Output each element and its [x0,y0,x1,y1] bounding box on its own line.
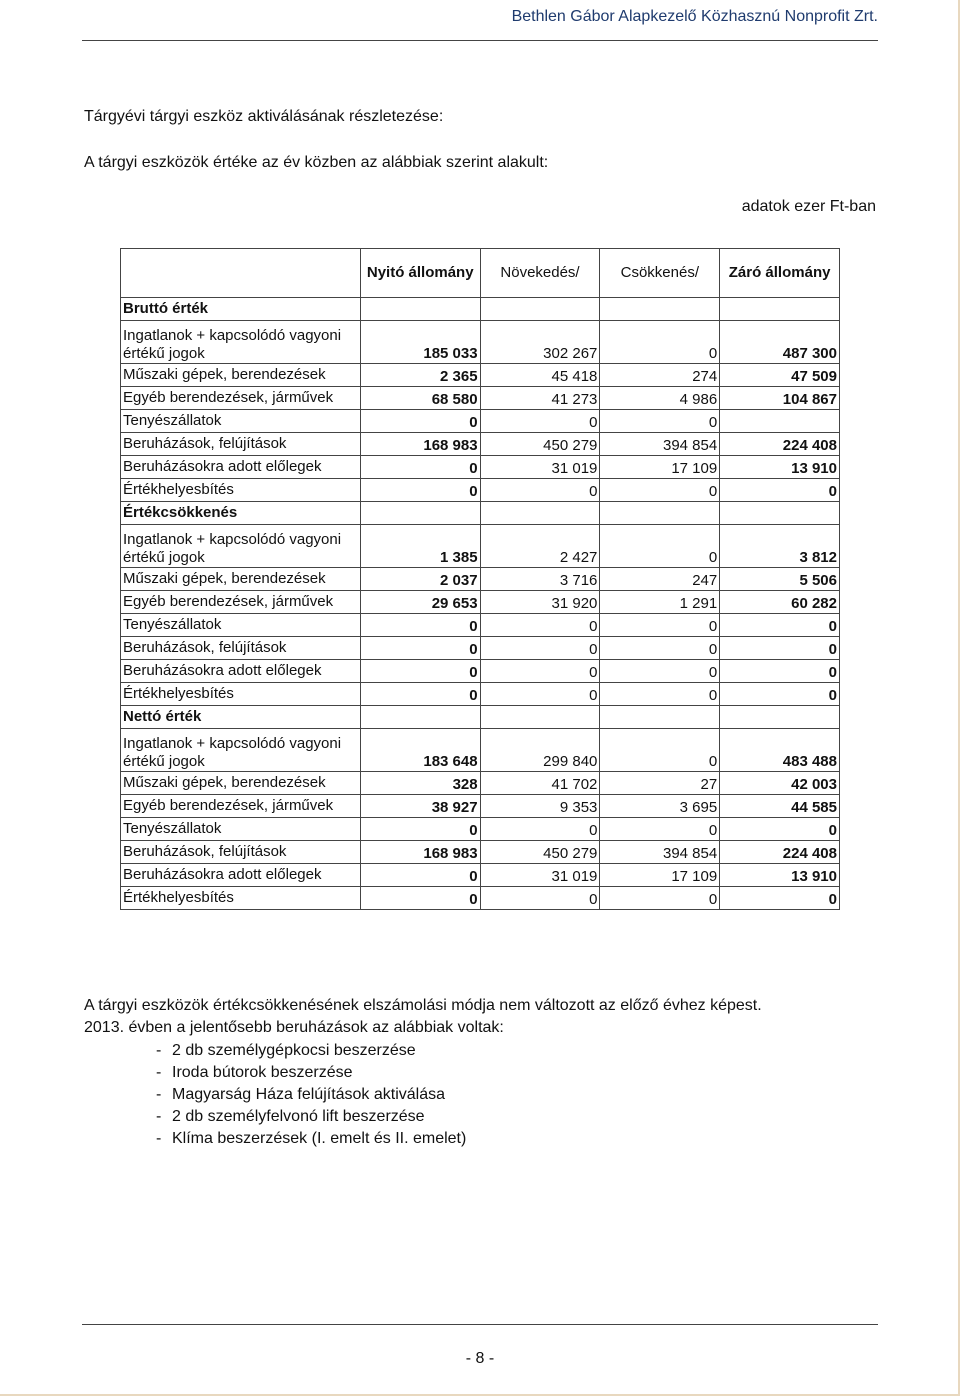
table-row [121,387,840,410]
closing-value: 104 867 [720,387,840,410]
increase-value: 31 019 [480,864,600,887]
opening-value: 0 [360,614,480,637]
increase-value: 0 [480,683,600,706]
closing-value: 3 812 [720,525,840,568]
increase-value: 0 [480,887,600,910]
table-row [121,321,840,364]
empty-cell [360,502,480,525]
section-title: Nettó érték [121,706,361,729]
increase-value: 0 [480,410,600,433]
document-subtitle: A tárgyi eszközök értéke az év közben az alábbiak szerint alakult: [84,154,549,171]
decrease-value: 394 854 [600,841,720,864]
dash-bullet: - [156,1064,162,1081]
closing-value: 42 003 [720,772,840,795]
increase-value: 45 418 [480,364,600,387]
increase-value: 450 279 [480,433,600,456]
empty-cell [360,298,480,321]
decrease-value: 1 291 [600,591,720,614]
table-row [121,683,840,706]
header-increase: Növekedés/ [480,249,600,298]
header-decrease: Csökkenés/ [600,249,720,298]
row-label: Értékhelyesbítés [121,887,361,910]
row-label: Ingatlanok + kapcsolódó vagyoni értékű jogok [121,321,361,364]
decrease-value: 247 [600,568,720,591]
row-label: Egyéb berendezések, járművek [121,387,361,410]
row-label: Műszaki gépek, berendezések [121,772,361,795]
opening-value: 0 [360,456,480,479]
row-label: Tenyészállatok [121,410,361,433]
empty-cell [720,706,840,729]
decrease-value: 274 [600,364,720,387]
increase-value: 41 702 [480,772,600,795]
row-label: Értékhelyesbítés [121,683,361,706]
document-title: Tárgyévi tárgyi eszköz aktiválásának részletezése: [84,108,444,125]
increase-value: 2 427 [480,525,600,568]
table-row [121,887,840,910]
opening-value: 0 [360,683,480,706]
header-rule [82,40,878,41]
table-row [121,614,840,637]
header-label-cell [121,249,361,298]
dash-bullet: - [156,1130,162,1147]
table-row [121,841,840,864]
closing-value: 0 [720,660,840,683]
dash-bullet: - [156,1086,162,1103]
table-header-row [121,249,840,298]
decrease-value: 0 [600,479,720,502]
closing-value: 0 [720,614,840,637]
opening-value: 0 [360,887,480,910]
opening-value: 68 580 [360,387,480,410]
row-label: Ingatlanok + kapcsolódó vagyoni értékű jogok [121,729,361,772]
decrease-value: 17 109 [600,864,720,887]
increase-value: 0 [480,660,600,683]
table-row [121,660,840,683]
closing-value: 224 408 [720,841,840,864]
table-row [121,568,840,591]
row-label: Egyéb berendezések, járművek [121,795,361,818]
section-row [121,502,840,525]
table-row [121,410,840,433]
closing-value: 5 506 [720,568,840,591]
decrease-value: 0 [600,637,720,660]
table-row [121,729,840,772]
opening-value: 0 [360,660,480,683]
empty-cell [600,502,720,525]
decrease-value: 27 [600,772,720,795]
list-item-text: Klíma beszerzések (I. emelt és II. emelet) [172,1130,467,1147]
closing-value: 0 [720,887,840,910]
increase-value: 0 [480,479,600,502]
dash-bullet: - [156,1042,162,1059]
list-item [156,1062,466,1084]
row-label: Egyéb berendezések, járművek [121,591,361,614]
increase-value: 41 273 [480,387,600,410]
section-row [121,706,840,729]
section-title: Értékcsökkenés [121,502,361,525]
opening-value: 29 653 [360,591,480,614]
list-item-text: Magyarság Háza felújítások aktiválása [172,1086,446,1103]
section-row [121,298,840,321]
opening-value: 328 [360,772,480,795]
footer-rule [82,1324,878,1325]
decrease-value: 394 854 [600,433,720,456]
closing-value: 0 [720,479,840,502]
closing-value: 60 282 [720,591,840,614]
decrease-value: 0 [600,410,720,433]
table-body [121,298,840,910]
closing-value [720,410,840,433]
closing-value: 13 910 [720,864,840,887]
opening-value: 0 [360,818,480,841]
depreciation-note: A tárgyi eszközök értékcsökkenésének elszámolási módja nem változott az előző évhez képest. [84,997,762,1014]
closing-value: 483 488 [720,729,840,772]
list-item [156,1128,466,1150]
opening-value: 0 [360,410,480,433]
opening-value: 1 385 [360,525,480,568]
increase-value: 302 267 [480,321,600,364]
opening-value: 0 [360,864,480,887]
opening-value: 2 365 [360,364,480,387]
closing-value: 0 [720,637,840,660]
list-item [156,1084,466,1106]
empty-cell [480,502,600,525]
header-opening: Nyitó állomány [360,249,480,298]
row-label: Ingatlanok + kapcsolódó vagyoni értékű jogok [121,525,361,568]
dash-bullet: - [156,1108,162,1125]
table-row [121,772,840,795]
closing-value: 224 408 [720,433,840,456]
closing-value: 44 585 [720,795,840,818]
company-header: Bethlen Gábor Alapkezelő Közhasznú Nonprofit Zrt. [511,8,878,25]
closing-value: 13 910 [720,456,840,479]
increase-value: 299 840 [480,729,600,772]
investments-list [156,1040,466,1150]
table-row [121,364,840,387]
opening-value: 185 033 [360,321,480,364]
opening-value: 0 [360,479,480,502]
table-row [121,637,840,660]
row-label: Beruházásokra adott előlegek [121,660,361,683]
header-closing: Záró állomány [720,249,840,298]
decrease-value: 17 109 [600,456,720,479]
list-item-text: 2 db személygépkocsi beszerzése [172,1042,416,1059]
closing-value: 0 [720,818,840,841]
decrease-value: 0 [600,818,720,841]
decrease-value: 0 [600,321,720,364]
units-note: adatok ezer Ft-ban [741,198,876,215]
empty-cell [360,706,480,729]
table-row [121,433,840,456]
row-label: Műszaki gépek, berendezések [121,364,361,387]
increase-value: 0 [480,637,600,660]
decrease-value: 0 [600,729,720,772]
opening-value: 168 983 [360,433,480,456]
empty-cell [720,298,840,321]
opening-value: 0 [360,637,480,660]
decrease-value: 0 [600,887,720,910]
empty-cell [480,706,600,729]
increase-value: 3 716 [480,568,600,591]
opening-value: 2 037 [360,568,480,591]
empty-cell [600,706,720,729]
row-label: Beruházások, felújítások [121,433,361,456]
increase-value: 0 [480,818,600,841]
row-label: Tenyészállatok [121,614,361,637]
decrease-value: 4 986 [600,387,720,410]
increase-value: 31 019 [480,456,600,479]
empty-cell [480,298,600,321]
closing-value: 47 509 [720,364,840,387]
table-row [121,795,840,818]
table-row [121,456,840,479]
list-item-text: 2 db személyfelvonó lift beszerzése [172,1108,425,1125]
row-label: Beruházások, felújítások [121,637,361,660]
closing-value: 487 300 [720,321,840,364]
empty-cell [600,298,720,321]
decrease-value: 0 [600,614,720,637]
decrease-value: 0 [600,660,720,683]
page-number: - 8 - [465,1350,495,1367]
list-item [156,1106,466,1128]
increase-value: 0 [480,614,600,637]
increase-value: 9 353 [480,795,600,818]
section-title: Bruttó érték [121,298,361,321]
row-label: Beruházásokra adott előlegek [121,864,361,887]
increase-value: 450 279 [480,841,600,864]
table-row [121,818,840,841]
list-item [156,1040,466,1062]
opening-value: 168 983 [360,841,480,864]
opening-value: 38 927 [360,795,480,818]
closing-value: 0 [720,683,840,706]
decrease-value: 3 695 [600,795,720,818]
investments-intro: 2013. évben a jelentősebb beruházások az alábbiak voltak: [84,1019,504,1036]
row-label: Értékhelyesbítés [121,479,361,502]
table-row [121,864,840,887]
row-label: Beruházásokra adott előlegek [121,456,361,479]
empty-cell [720,502,840,525]
table-row [121,525,840,568]
decrease-value: 0 [600,525,720,568]
table-row [121,591,840,614]
opening-value: 183 648 [360,729,480,772]
increase-value: 31 920 [480,591,600,614]
asset-table [120,248,840,910]
row-label: Tenyészállatok [121,818,361,841]
row-label: Műszaki gépek, berendezések [121,568,361,591]
list-item-text: Iroda bútorok beszerzése [172,1064,353,1081]
row-label: Beruházások, felújítások [121,841,361,864]
decrease-value: 0 [600,683,720,706]
table-row [121,479,840,502]
